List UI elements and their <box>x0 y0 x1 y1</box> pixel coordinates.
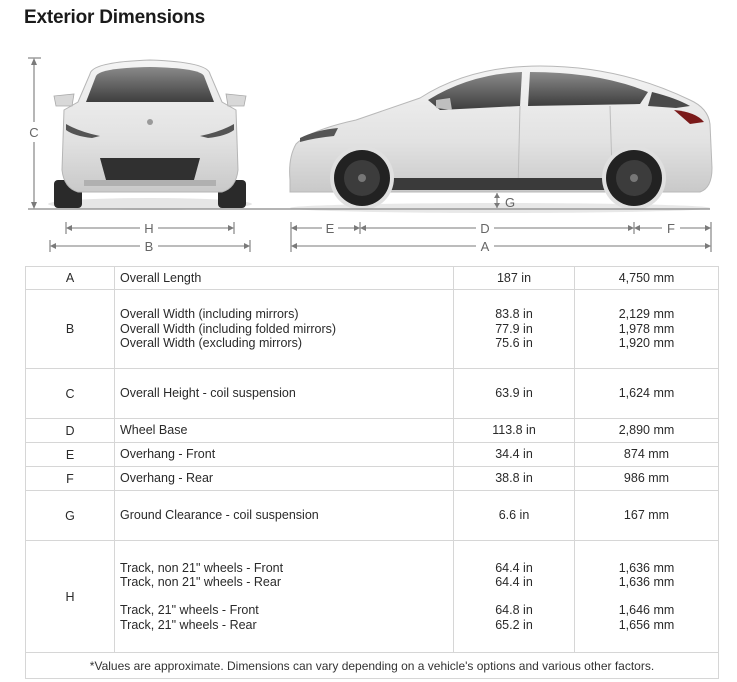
value-inches-line: 83.8 in <box>495 307 533 322</box>
dimension-code: E <box>26 443 115 467</box>
dimension-description-line: Overall Length <box>120 270 202 285</box>
value-millimeters-line: 2,890 mm <box>618 423 675 438</box>
car-side-view <box>290 66 712 213</box>
dimension-code: G <box>26 491 115 541</box>
dimension-description <box>115 467 454 491</box>
value-millimeters-line: 167 mm <box>623 508 670 523</box>
dimension-code: F <box>26 467 115 491</box>
dimension-description <box>115 369 454 419</box>
table-row <box>26 290 719 369</box>
label-c: C <box>29 125 39 140</box>
vehicle-dimension-diagram <box>0 40 737 262</box>
dimension-description-line: Overhang - Front <box>120 447 216 462</box>
value-millimeters-line: 1,656 mm <box>618 617 675 632</box>
value-millimeters <box>575 491 719 541</box>
dimension-description-line: Overall Width (excluding mirrors) <box>120 336 302 351</box>
value-millimeters <box>575 267 719 290</box>
table-row <box>26 541 719 653</box>
dimension-description-line: Overhang - Rear <box>120 471 214 486</box>
car-front-view <box>48 60 252 210</box>
value-inches-line: 77.9 in <box>495 321 533 336</box>
right-mirror <box>226 94 246 106</box>
dimension-description <box>115 267 454 290</box>
dimension-description-line: Overall Height - coil suspension <box>120 386 296 401</box>
value-inches <box>454 290 575 369</box>
dimension-code: D <box>26 419 115 443</box>
label-h: H <box>144 221 154 236</box>
value-inches-line: 38.8 in <box>495 471 533 486</box>
value-inches <box>454 467 575 491</box>
table-row <box>26 443 719 467</box>
value-millimeters <box>575 467 719 491</box>
value-millimeters-line: 2,129 mm <box>618 307 675 322</box>
value-millimeters <box>575 419 719 443</box>
dimension-description <box>115 290 454 369</box>
page-title: Exterior Dimensions <box>24 7 205 28</box>
value-inches <box>454 419 575 443</box>
value-millimeters-line: 986 mm <box>623 471 670 486</box>
table-row <box>26 267 719 290</box>
value-inches-line: 187 in <box>496 270 532 285</box>
dimension-description-line: Track, non 21" wheels - Front <box>120 560 284 575</box>
table-row <box>26 467 719 491</box>
dimension-description-line: Track, non 21" wheels - Rear <box>120 575 281 590</box>
table-row <box>26 491 719 541</box>
table-row <box>26 419 719 443</box>
label-b: B <box>144 239 154 254</box>
value-millimeters-line: 1,636 mm <box>618 560 675 575</box>
value-inches-line: 63.9 in <box>495 386 533 401</box>
value-inches <box>454 267 575 290</box>
dimension-description-line: Ground Clearance - coil suspension <box>120 508 319 523</box>
left-mirror <box>54 94 74 106</box>
value-inches <box>454 369 575 419</box>
value-inches <box>454 491 575 541</box>
dimension-description-line: Overall Width (including folded mirrors) <box>120 321 337 336</box>
value-millimeters <box>575 369 719 419</box>
dimension-description <box>115 443 454 467</box>
value-millimeters-line: 1,624 mm <box>618 386 675 401</box>
value-millimeters <box>575 290 719 369</box>
label-d: D <box>480 221 490 236</box>
value-inches-line: 34.4 in <box>495 447 533 462</box>
value-inches-line: 65.2 in <box>495 617 533 632</box>
dimension-description-line: Track, 21" wheels - Rear <box>120 617 257 632</box>
dimension-description-line: Overall Width (including mirrors) <box>120 307 299 322</box>
label-a: A <box>480 239 490 254</box>
dimension-code: C <box>26 369 115 419</box>
label-f: F <box>667 221 675 236</box>
value-inches-line: 64.4 in <box>495 560 533 575</box>
value-millimeters <box>575 443 719 467</box>
dimension-code: A <box>26 267 115 290</box>
dimension-code: H <box>26 541 115 653</box>
value-millimeters-line: 4,750 mm <box>618 270 675 285</box>
dimension-description <box>115 541 454 653</box>
label-g: G <box>505 195 516 210</box>
value-millimeters <box>575 541 719 653</box>
value-inches-line: 113.8 in <box>492 423 536 438</box>
footnote: *Values are approximate. Dimensions can vary depending on a vehicle's options and various other factors. <box>26 653 719 679</box>
value-inches <box>454 443 575 467</box>
value-millimeters-line: 1,636 mm <box>618 575 675 590</box>
dimension-code: B <box>26 290 115 369</box>
value-millimeters-line: 1,920 mm <box>618 336 675 351</box>
value-inches-line: 64.4 in <box>495 575 533 590</box>
dimension-description <box>115 419 454 443</box>
dimension-description-line: Wheel Base <box>120 423 188 438</box>
value-inches-line: 64.8 in <box>495 603 533 617</box>
value-millimeters-line: 874 mm <box>623 447 670 462</box>
label-e: E <box>325 221 335 236</box>
dimension-description <box>115 491 454 541</box>
value-millimeters-line: 1,978 mm <box>618 321 675 336</box>
table-row <box>26 369 719 419</box>
value-inches-line: 6.6 in <box>498 508 530 523</box>
value-millimeters-line: 1,646 mm <box>618 603 675 617</box>
dimensions-table <box>25 266 719 679</box>
dimension-e-d-f <box>291 222 711 252</box>
value-inches-line: 75.6 in <box>495 336 533 351</box>
value-inches <box>454 541 575 653</box>
dimension-description-line: Track, 21" wheels - Front <box>120 603 259 617</box>
